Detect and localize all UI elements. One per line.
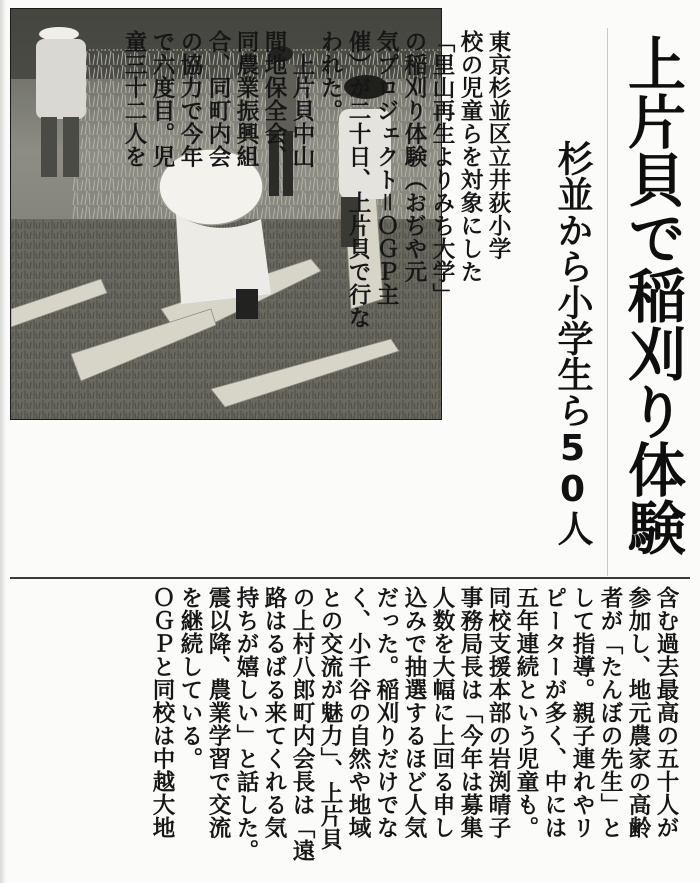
page-edge-shadow bbox=[0, 0, 6, 883]
subheadline: 杉並から小学生ら50人 bbox=[552, 140, 593, 546]
body-text-lower: 含む過去最高の五十人が 参加し、地元農家の高齢 者が「たんぼの先生」と して指導。親子連れやリ ピーターが多く、中には 五年連続という児童も。 同校支援本部の岩渕晴子 事務局長は「今年は募集 人数を大幅に上回る申し 込みで抽選するほど人気 だった。稲刈りだけでな く、小千谷の自然や地域 との交流が魅力」、上片貝 の上村八郎町内会長は「遠 路はるばる来てくれる気 持ちが嬉しい」と話した。 震以降、農業学習で交流 を継続している。 ＯＧＰと同校は中越大地 bbox=[149, 586, 679, 862]
headline: 上片貝で稲刈り体験 bbox=[618, 34, 686, 556]
column-divider bbox=[607, 28, 608, 576]
section-divider bbox=[10, 577, 690, 579]
body-text-upper: 東京杉並区立井荻小学 校の児童らを対象にした 「里山再生よりみち大学」 の稲刈り体験（おぢや元 気プロジェクト＝ＯＧＰ主 催）が二十日、上片貝で行な われた。 上片貝中山 間地保全会、 同農業振興組 合、同町内会 の協力で今年 で六度目。児 童三十二人を bbox=[121, 30, 511, 329]
